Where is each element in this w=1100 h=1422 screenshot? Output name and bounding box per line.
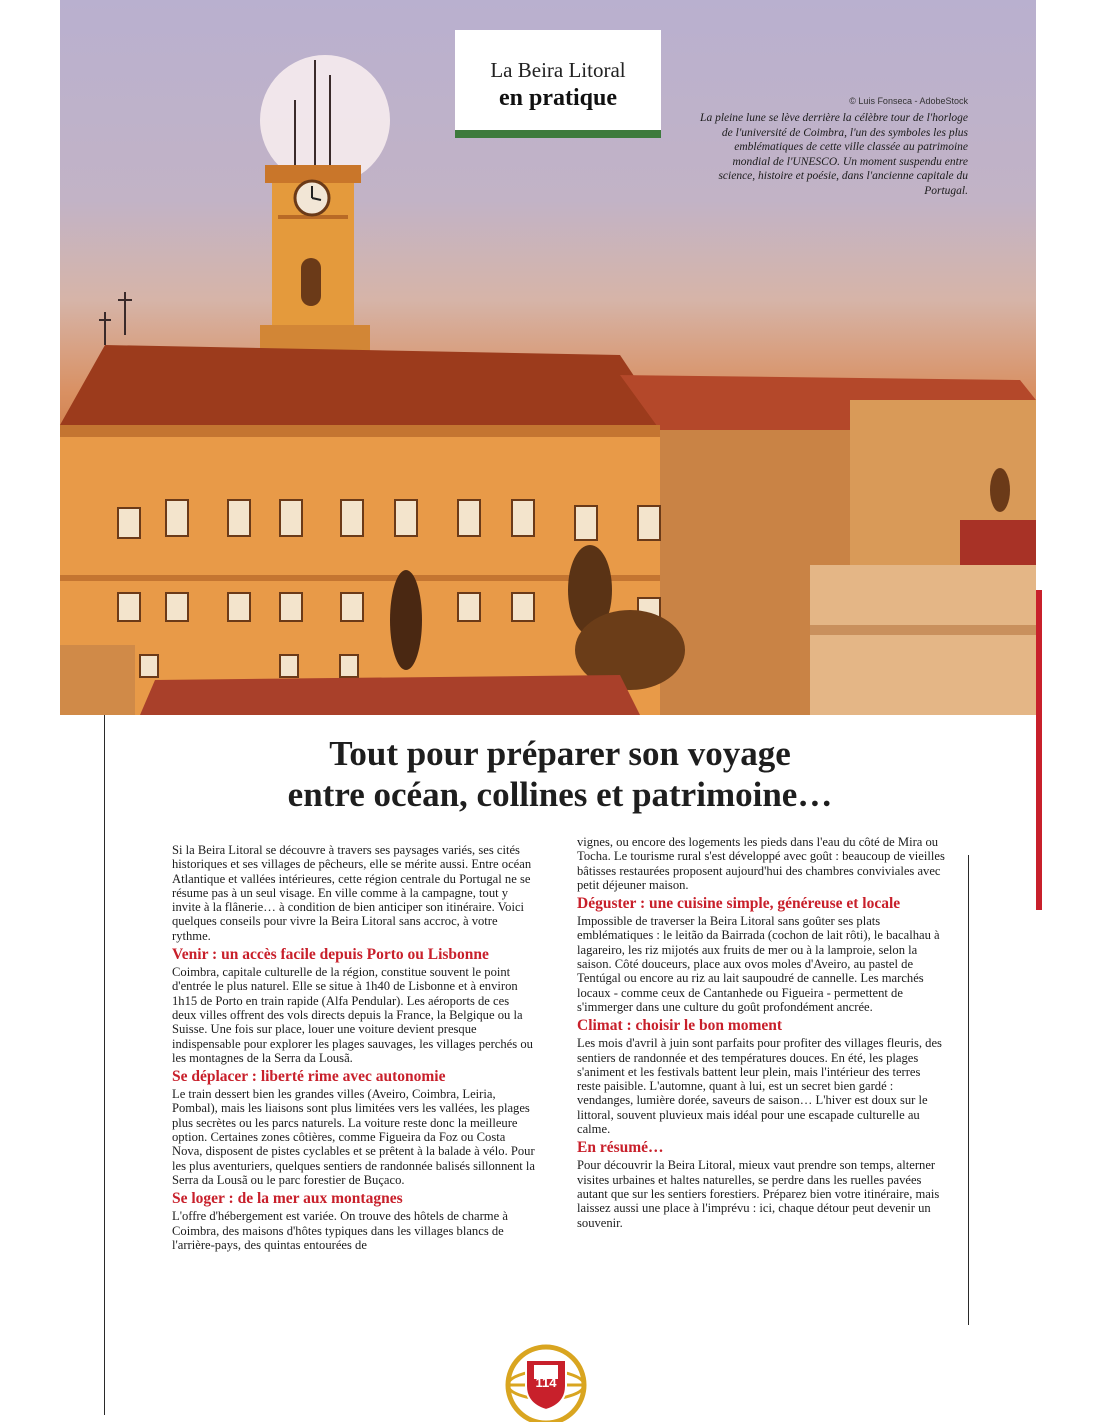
page-headline xyxy=(140,733,980,815)
article-column-left xyxy=(172,843,536,1252)
main-roof xyxy=(60,345,670,430)
intro-paragraph: Si la Beira Litoral se découvre à travers ses paysages variés, ses cités historiques et ses villages de pêcheurs, elle se mérite aussi. Entre océan Atlantique et vallées intérieures, cette région centrale du Portugal ne se résume pas à un seul visage. En ville comme à la campagne, tout y invite à la flânerie… à condition de bien anticiper son itinéraire. Voici quelques conseils pour vivre la Beira Litoral sans accroc, à votre rythme. xyxy=(172,843,532,943)
section-text-en-resume: Pour découvrir la Beira Litoral, mieux vaut prendre son temps, alterner visites urbaines et haltes naturelles, se perdre dans les ruelles pavées autant que sur les sentiers forestiers. Préparez bien votre itinéraire, mais laissez aussi une place à l'imprévu : ici, chaque détour peut devenir un souvenir. xyxy=(577,1158,940,1230)
page-number: 114 xyxy=(535,1375,557,1390)
headline-line-2: entre océan, collines et patrimoine… xyxy=(287,775,833,814)
section-title-box xyxy=(455,30,661,138)
clock-tower xyxy=(260,165,370,355)
section-text-climat: Les mois d'avril à juin sont parfaits pour profiter des villages fleuris, des sentiers de randonnée et des températures douces. En été, les plages s'animent et les festivals battent leur plein, mais l'intérieur des terres reste paisible. L'automne, quant à lui, est un secret bien gardé : vendanges, lumière dorée, saveurs de saison… L'hiver est doux sur le littoral, souvent pluvieux mais idéal pour une escapade culturelle au calme. xyxy=(577,1036,942,1137)
left-rule xyxy=(104,715,105,1415)
section-text-se-loger: L'offre d'hébergement est variée. On trouve des hôtels de charme à Coimbra, des maisons d'hôtes typiques dans les villages blancs de l'arrière-pays, des quintas entourées de xyxy=(172,1209,508,1252)
section-title-region: La Beira Litoral xyxy=(490,58,626,82)
section-text-se-loger-continued: vignes, ou encore des logements les pieds dans l'eau du côté de Mira ou Tocha. Le tourisme rural s'est développé avec goût : beaucoup de vieilles bâtisses restaurées proposent aujourd'hui des chambres conviviales avec petit déjeuner maison. xyxy=(577,835,945,892)
section-text-deguster: Impossible de traverser la Beira Litoral sans goûter ses plats emblématiques : le leitão da Bairrada (cochon de lait rôti), le bacalhau à lagareiro, les riz mijotés aux fruits de mer ou à la lamproie, selon la saison. Côté douceurs, place aux ovos moles d'Aveiro, au pastel de Tentúgal ou encore au riz au lait saupoudré de cannelle. Les marchés locaux - comme ceux de Cantanhede ou Figueira - permettent de s'immerger dans une culture du goût profondément ancrée. xyxy=(577,914,940,1014)
photo-credit: © Luis Fonseca - AdobeStock xyxy=(849,96,968,106)
section-text-venir: Coimbra, capitale culturelle de la région, constitue souvent le point d'entrée le plus naturel. Elle se situe à 1h40 de Lisbonne et à environ 1h15 de Porto en train rapide (Alfa Pendular). Les aéroports de ces deux villes offrent des vols directs depuis la France, la Belgique ou la Suisse. Une fois sur place, louer une voiture devient presque indispensable pour explorer les plages sauvages, les villages perchés ou les montagnes de la Serra da Lousã. xyxy=(172,965,533,1065)
green-stripe xyxy=(455,130,661,138)
section-heading-en-resume: En résumé… xyxy=(577,1139,664,1157)
section-heading-venir: Venir : un accès facile depuis Porto ou Lisbonne xyxy=(172,946,489,964)
red-edge-bar xyxy=(1036,590,1042,910)
section-heading-se-loger: Se loger : de la mer aux montagnes xyxy=(172,1190,403,1208)
section-heading-climat: Climat : choisir le bon moment xyxy=(577,1017,783,1035)
section-title-practical: en pratique xyxy=(498,85,617,111)
photo-caption: La pleine lune se lève derrière la célèbre tour de l'horloge de l'université de Coimbra, l'un des symboles les plus emblématiques de cette ville classée au patrimoine mondial de l'UNESCO. Un moment suspendu entre science, histoire et poésie, dans l'ancienne capitale du Portugal. xyxy=(700,112,968,197)
right-rule xyxy=(968,855,969,1325)
article-column-right xyxy=(577,835,945,1230)
section-heading-se-deplacer: Se déplacer : liberté rime avec autonomie xyxy=(172,1068,446,1086)
section-heading-deguster: Déguster : une cuisine simple, généreuse et locale xyxy=(577,895,901,913)
headline-line-1: Tout pour préparer son voyage xyxy=(329,734,791,773)
section-text-se-deplacer: Le train dessert bien les grandes villes (Aveiro, Coimbra, Leiria, Pombal), mais les liaisons sont plus limitées vers les vallées, les plages plus secrètes ou les parcs naturels. La voiture reste donc la meilleure option. Certaines zones côtières, comme Figueira da Foz ou Costa Nova, disposent de pistes cyclables et se prêtent à la balade à vélo. Pour les plus aventuriers, quelques sentiers de randonnée balisés sillonnent la Serra da Lousã ou le parc forestier de Buçaco. xyxy=(172,1087,536,1187)
